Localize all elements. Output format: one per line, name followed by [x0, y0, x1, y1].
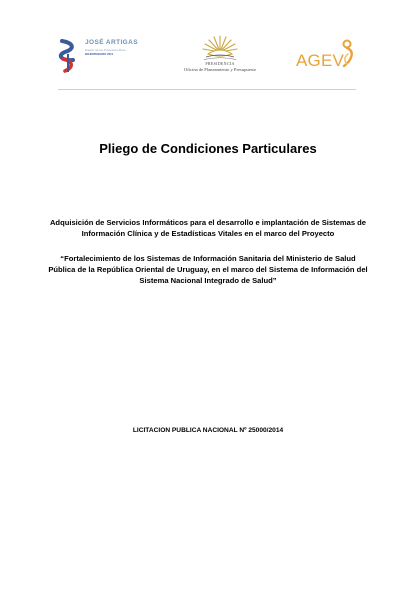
presidencia-logo: [172, 34, 268, 80]
agev-emblem-icon: [338, 38, 356, 68]
document-subject: Adquisición de Servicios Informáticos para el desarrollo e implantación de Sistemas de Información Clínica y de Estadísticas Vitales en el marco del Proyecto: [49, 218, 367, 238]
document-title: Pliego de Condiciones Particulares: [99, 141, 317, 156]
sun-emblem-icon: [200, 34, 240, 62]
jose-artigas-logo: [58, 38, 142, 76]
header-divider: [58, 89, 356, 90]
jose-artigas-logo-title: JOSÉ ARTIGAS: [85, 39, 138, 46]
jose-artigas-logo-text: [85, 40, 145, 55]
agev-logo: [296, 38, 358, 72]
agev-logo-text: AGEV: [296, 51, 345, 70]
jose-artigas-emblem-icon: [58, 38, 80, 74]
jose-artigas-logo-line1: Diseño de los Procesos Libres: [85, 47, 126, 52]
tender-number: LICITACION PUBLICA NACIONAL Nº 25000/2014: [132, 427, 284, 434]
presidencia-office: Oficina de Planeamiento y Presupuesto: [183, 67, 257, 72]
presidencia-name: PRESIDENCIA: [205, 61, 235, 66]
jose-artigas-logo-line2: BICENTENARIO 2011: [85, 51, 114, 56]
document-project: “Fortalecimiento de los Sistemas de Información Sanitaria del Ministerio de Salud Pública de la República Oriental de Uruguay, en el marco del Sistema de Información del Sistema Nacional Integrado de Salud”: [48, 254, 368, 285]
